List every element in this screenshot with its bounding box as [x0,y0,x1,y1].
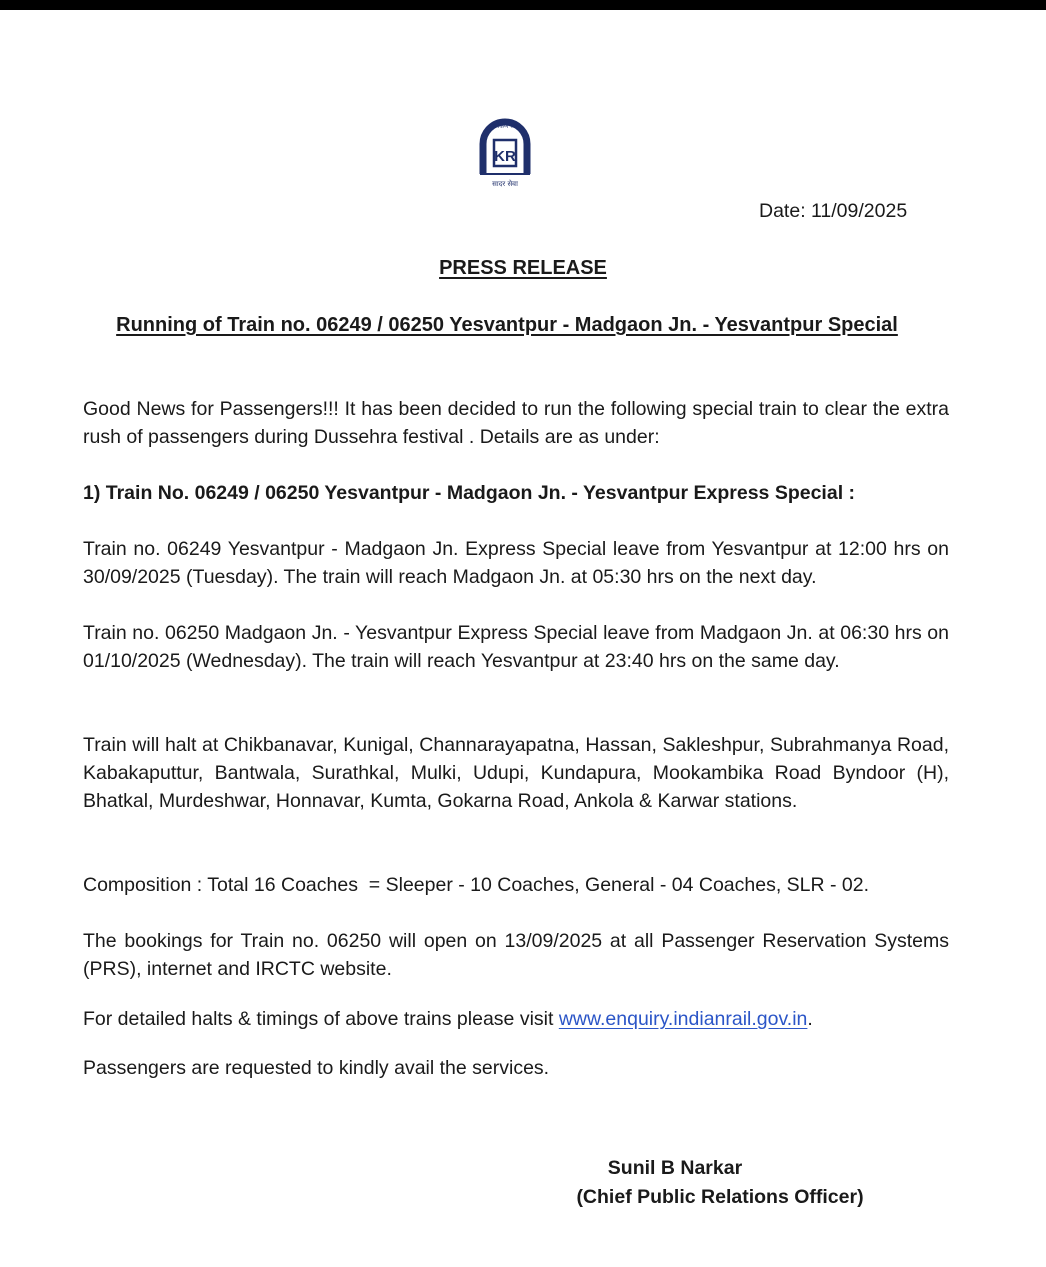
train-06249-details: Train no. 06249 Yesvantpur - Madgaon Jn. Express Special leave from Yesvantpur at 12:00 hrs on 30/09/2025 (Tuesday). The train will reach Madgaon Jn. at 05:30 hrs on the next day. [83,538,949,588]
enquiry-link[interactable]: www.enquiry.indianrail.gov.in [558,1008,808,1030]
subject-title: Running of Train no. 06249 / 06250 Yesvantpur - Madgaon Jn. - Yesvantpur Special [116,314,898,336]
konkan-railway-logo [470,116,540,190]
signature-block [520,1154,920,1212]
svg-text:सादर सेवा: सादर सेवा [492,180,518,188]
svg-text:कोंकण रेल: कोंकण रेल [493,123,517,130]
press-release-heading: PRESS RELEASE [439,257,607,279]
top-border [0,0,1046,10]
section-title: 1) Train No. 06249 / 06250 Yesvantpur - Madgaon Jn. - Yesvantpur Express Special : [83,482,856,504]
details-text: For detailed halts & timings of above trains please visit [83,1008,559,1030]
signatory-name: Sunil B Narkar [607,1157,743,1179]
details-end: . [807,1008,813,1030]
svg-text:KR: KR [494,148,516,165]
signatory-title: (Chief Public Relations Officer) [576,1186,864,1208]
halt-stations: Train will halt at Chikbanavar, Kunigal, Channarayapatna, Hassan, Sakleshpur, Subrahmanya Road, Kabakaputtur, Bantwala, Surathkal, Mulki, Udupi, Kundapura, Mookambika Road Byndoor (H), Bhatkal, Murdeshwar, Honnavar, Kumta, Gokarna Road, Ankola & Karwar stations. [83,734,949,812]
train-06250-details: Train no. 06250 Madgaon Jn. - Yesvantpur Express Special leave from Madgaon Jn. at 06:30 hrs on 01/10/2025 (Wednesday). The train will reach Yesvantpur at 23:40 hrs on the same day. [83,622,949,672]
closing-paragraph: Passengers are requested to kindly avail the services. [83,1057,550,1079]
composition: Composition : Total 16 Coaches = Sleeper - 10 Coaches, General - 04 Coaches, SLR - 02. [83,874,870,896]
release-date: Date: 11/09/2025 [759,200,908,222]
bookings-paragraph: The bookings for Train no. 06250 will open on 13/09/2025 at all Passenger Reservation Systems (PRS), internet and IRCTC website. [83,930,949,980]
intro-paragraph: Good News for Passengers!!! It has been decided to run the following special train to clear the extra rush of passengers during Dussehra festival . Details are as under: [83,398,949,448]
details-paragraph [83,1005,949,1033]
